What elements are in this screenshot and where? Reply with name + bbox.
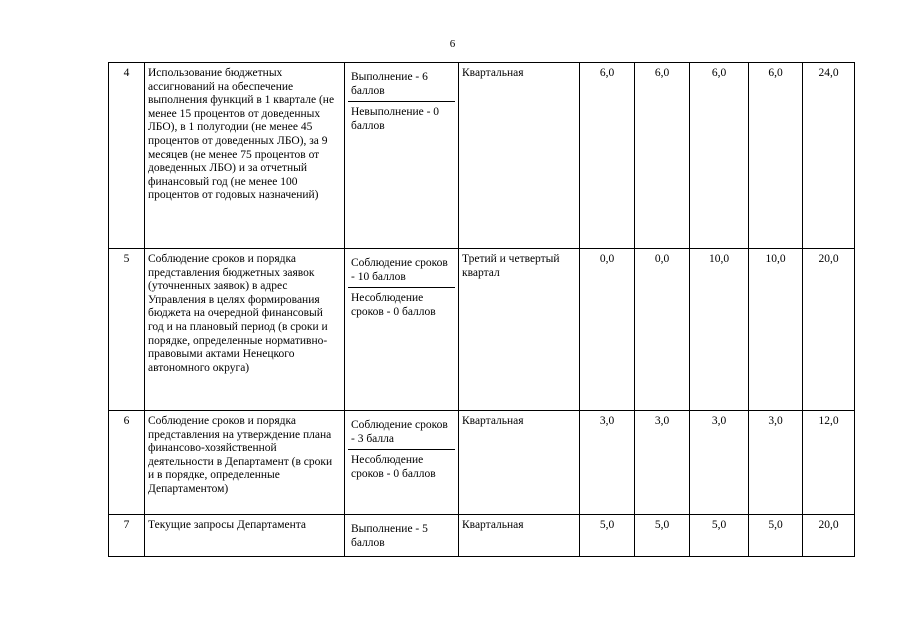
q3-value: 6,0 bbox=[690, 63, 749, 249]
q2-value: 5,0 bbox=[635, 515, 690, 557]
table-row bbox=[109, 249, 855, 411]
periodicity: Квартальная bbox=[459, 411, 580, 515]
row-number: 4 bbox=[109, 63, 145, 249]
periodicity: Третий и четвертый квартал bbox=[459, 249, 580, 411]
row-number: 5 bbox=[109, 249, 145, 411]
q4-value: 10,0 bbox=[749, 249, 803, 411]
score-option: Соблюдение сроков - 3 балла bbox=[351, 419, 448, 445]
q1-value: 3,0 bbox=[580, 411, 635, 515]
q3-value: 5,0 bbox=[690, 515, 749, 557]
table-row bbox=[109, 63, 855, 249]
criterion-description: Соблюдение сроков и порядка представления бюджетных заявок (уточненных заявок) в адрес Управления в целях формирования бюджета на очередной финансовый год и на плановый период (в сроки и порядке, определенные нормативно-правовыми актами Ненецкого автономного округа) bbox=[145, 249, 345, 411]
criterion-description: Текущие запросы Департамента bbox=[145, 515, 345, 557]
row-number: 6 bbox=[109, 411, 145, 515]
table-row bbox=[109, 515, 855, 557]
q3-value: 3,0 bbox=[690, 411, 749, 515]
q2-value: 0,0 bbox=[635, 249, 690, 411]
q2-value: 3,0 bbox=[635, 411, 690, 515]
total-value: 20,0 bbox=[803, 515, 855, 557]
total-value: 24,0 bbox=[803, 63, 855, 249]
q4-value: 5,0 bbox=[749, 515, 803, 557]
criteria-table bbox=[108, 62, 855, 557]
score-option: Выполнение - 5 баллов bbox=[351, 523, 428, 549]
q4-value: 3,0 bbox=[749, 411, 803, 515]
score-options-cell bbox=[345, 515, 459, 557]
score-option: Несоблюдение сроков - 0 баллов bbox=[348, 287, 455, 322]
row-number: 7 bbox=[109, 515, 145, 557]
total-value: 20,0 bbox=[803, 249, 855, 411]
score-options-cell bbox=[345, 63, 459, 249]
q1-value: 5,0 bbox=[580, 515, 635, 557]
q1-value: 6,0 bbox=[580, 63, 635, 249]
periodicity: Квартальная bbox=[459, 515, 580, 557]
score-option: Несоблюдение сроков - 0 баллов bbox=[348, 449, 455, 484]
q2-value: 6,0 bbox=[635, 63, 690, 249]
score-option: Выполнение - 6 баллов bbox=[351, 71, 428, 97]
criterion-description: Соблюдение сроков и порядка представления на утверждение плана финансово-хозяйственной деятельности в Департамент (в сроки и в порядке, определенные Департаментом) bbox=[145, 411, 345, 515]
page-number: 6 bbox=[449, 38, 456, 50]
q1-value: 0,0 bbox=[580, 249, 635, 411]
q3-value: 10,0 bbox=[690, 249, 749, 411]
score-option: Соблюдение сроков - 10 баллов bbox=[351, 257, 448, 283]
q4-value: 6,0 bbox=[749, 63, 803, 249]
score-options-cell bbox=[345, 249, 459, 411]
table-row bbox=[109, 411, 855, 515]
periodicity: Квартальная bbox=[459, 63, 580, 249]
criterion-description: Использование бюджетных ассигнований на обеспечение выполнения функций в 1 квартале (не менее 15 процентов от доведенных ЛБО), в 1 полугодии (не менее 45 процентов от доведенных ЛБО), за 9 месяцев (не менее 75 процентов от доведенных ЛБО) и за отчетный финансовый год (не менее 100 процентов от годовых назначений) bbox=[145, 63, 345, 249]
score-options-cell bbox=[345, 411, 459, 515]
total-value: 12,0 bbox=[803, 411, 855, 515]
score-option: Невыполнение - 0 баллов bbox=[348, 101, 455, 136]
